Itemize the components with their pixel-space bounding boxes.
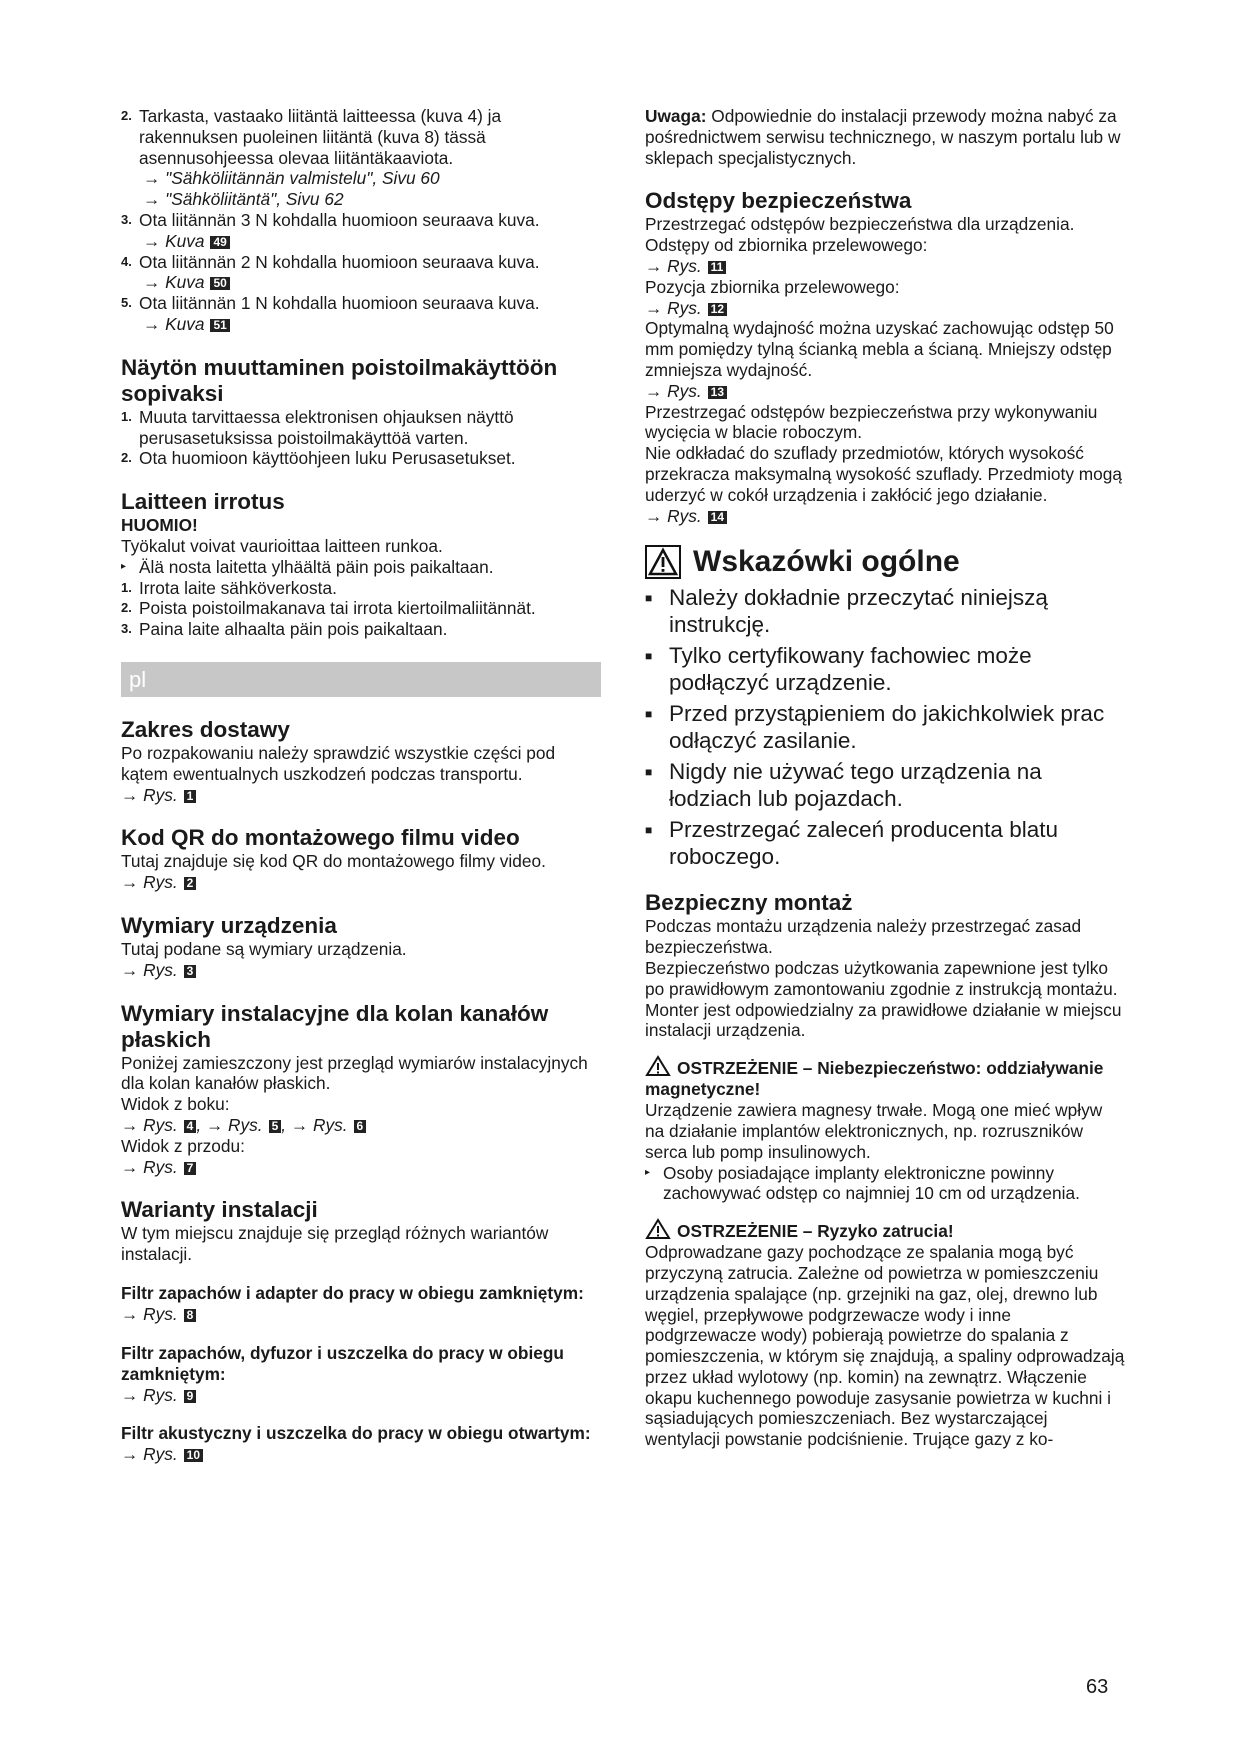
list-item: ■ Tylko certyfikowany fachowiec może podłączyć urządzenie. — [645, 643, 1032, 696]
heading-instalacyjne: Wymiary instalacyjne dla kolan kanałów płaskich — [121, 1000, 549, 1052]
notice-bullet: ▸ Älä nosta laitetta ylhäältä päin pois paikaltaan. — [121, 556, 494, 577]
figure-number: 6 — [354, 1120, 367, 1133]
ref-link[interactable]: → "Sähköliitännän valmistelu", Sivu 60 — [143, 168, 440, 189]
figure-ref: → Rys. 1 — [121, 785, 601, 806]
figure-ref: → Rys. 8 — [121, 1304, 601, 1325]
subheading-filtr-3: Filtr akustyczny i uszczelka do pracy w obiegu otwartym: — [121, 1423, 591, 1444]
figure-number: 9 — [184, 1390, 197, 1403]
step-2: 2. Tarkasta, vastaako liitäntä laitteessa (kuva 4) ja rakennuksen puoleinen liitäntä (kuva 8) tässä asennusohjeessa olevaa liitäntäkaaviota. — [121, 106, 502, 168]
figure-ref: → Rys. 13 — [645, 381, 1125, 402]
figure-ref: → Rys. 10 — [121, 1444, 601, 1465]
notice-text: Työkalut voivat vaurioittaa laitteen runkoa. — [121, 535, 443, 556]
figure-number: 4 — [184, 1120, 197, 1133]
figure-ref: → Rys. 7 — [121, 1157, 601, 1178]
warning-bullet: ▸ Osoby posiadające implanty elektroniczne powinny zachowywać odstęp co najmniej 10 cm od urządzenia. — [645, 1162, 1080, 1204]
paragraph: Bezpieczeństwo podczas użytkowania zapewnione jest tylko po prawidłowym zamontowaniu zgodnie z instrukcją montażu. Monter jest odpowiedzialny za prawidłowe działanie w miejscu instalacji urządzenia. — [645, 957, 1122, 1041]
subheading-filtr-2: Filtr zapachów, dyfuzor i uszczelka do pracy w obiegu zamkniętym: — [121, 1342, 564, 1384]
square-bullet-icon: ■ — [645, 649, 653, 664]
figure-ref: → Rys. 3 — [121, 960, 601, 981]
notice-label: HUOMIO! — [121, 515, 198, 536]
triangle-bullet-icon: ▸ — [645, 1166, 651, 1178]
figure-ref: → Rys. 14 — [645, 506, 1125, 527]
step: 3. Paina laite alhaalta päin pois paikaltaan. — [121, 619, 448, 640]
figure-ref: → Rys. 9 — [121, 1385, 601, 1406]
warning-magnetic: OSTRZEŻENIE – Niebezpieczeństwo: oddziaływanie magnetyczne! — [645, 1055, 1125, 1100]
square-bullet-icon: ■ — [645, 591, 653, 606]
page-number: 63 — [1086, 1676, 1109, 1698]
figure-number: 51 — [210, 319, 229, 332]
heading-wymiary: Wymiary urządzenia — [121, 912, 337, 938]
list-item: ■ Należy dokładnie przeczytać niniejszą instrukcję. — [645, 585, 1048, 638]
triangle-bullet-icon: ▸ — [121, 560, 127, 572]
step: 1. Muuta tarvittaessa elektronisen ohjauksen näyttö perusasetuksissa poistoilmakäyttöä varten. — [121, 406, 514, 448]
figure-number: 3 — [184, 965, 197, 978]
paragraph: Podczas montażu urządzenia należy przestrzegać zasad bezpieczeństwa. — [645, 916, 1082, 958]
paragraph: W tym miejscu znajduje się przegląd różnych wariantów instalacji. — [121, 1223, 549, 1265]
paragraph: Odstępy od zbiornika przelewowego: — [645, 235, 928, 256]
figure-ref: → Kuva 51 — [121, 314, 601, 335]
general-tips-list — [645, 584, 1125, 870]
figure-number: 10 — [184, 1449, 203, 1462]
figure-number: 13 — [708, 386, 727, 399]
paragraph: Przestrzegać odstępów bezpieczeństwa przy wykonywaniu wycięcia w blacie roboczym. — [645, 401, 1098, 443]
warning-triangle-icon — [645, 1055, 671, 1077]
figure-ref: → Kuva 49 — [121, 231, 601, 252]
figure-number: 2 — [184, 877, 197, 890]
note: Uwaga: Odpowiednie do instalacji przewody można nabyć za pośrednictwem serwisu technicznego, w naszym portalu lub w sklepach specjalistycznych. — [645, 106, 1121, 168]
figure-number: 50 — [210, 277, 229, 290]
heading-naytto: Näytön muuttaminen poistoilmakäyttöön sopivaksi — [121, 354, 558, 406]
square-bullet-icon: ■ — [645, 765, 653, 780]
figure-ref: → Rys. 4 , → Rys. 5 , → Rys. 6 — [121, 1115, 601, 1136]
list-item: ■ Nigdy nie używać tego urządzenia na łodziach lub pojazdach. — [645, 759, 1042, 812]
step-5: 5. Ota liitännän 1 N kohdalla huomioon seuraava kuva. — [121, 293, 540, 314]
figure-ref: → Rys. 12 — [645, 298, 1125, 319]
view-label: Widok z przodu: — [121, 1135, 245, 1156]
heading-zakres: Zakres dostawy — [121, 716, 290, 742]
paragraph: Urządzenie zawiera magnesy trwałe. Mogą one mieć wpływ na działanie implantów elektronicznych, np. rozruszników serca lub pomp insulinowych. — [645, 1100, 1103, 1162]
paragraph: Tutaj znajduje się kod QR do montażowego filmy video. — [121, 851, 546, 872]
figure-number: 14 — [708, 511, 727, 524]
step: 2. Poista poistoilmakanava tai irrota kiertoilmaliitännät. — [121, 598, 536, 619]
paragraph: Odprowadzane gazy pochodzące ze spalania mogą być przyczyną zatrucia. Zależne od powietrza w pomieszczeniu urządzenia spalające (np. grzejniki na gaz, olej, drewno lub węgiel, przepływowe podgrzewacze wody i inne podgrzewacze wody) pobierają powietrze do spalania z pomieszczenia, w którym się znajdują, a spaliny odprowadzają przez układ wylotowy (np. komin) na zewnątrz. Włączenie okapu kuchennego powoduje zasysanie powietrza w kuchni i sąsiadujących pomieszczeniach. Bez wystarczającej wentylacji powstanie podciśnienie. Trujące gazy z ko- — [645, 1242, 1125, 1450]
heading-odstepy: Odstępy bezpieczeństwa — [645, 188, 912, 214]
heading-warianty: Warianty instalacji — [121, 1197, 318, 1223]
figure-ref: → Rys. 11 — [645, 256, 1125, 277]
figure-ref: → Rys. 2 — [121, 872, 601, 893]
figure-number: 7 — [184, 1162, 197, 1175]
figure-number: 49 — [210, 236, 229, 249]
heading-wskazowki: Wskazówki ogólne — [645, 544, 1125, 580]
warning-triangle-icon — [645, 1218, 671, 1240]
paragraph: Tutaj podane są wymiary urządzenia. — [121, 938, 407, 959]
step-4: 4. Ota liitännän 2 N kohdalla huomioon seuraava kuva. — [121, 251, 540, 272]
figure-number: 12 — [708, 303, 727, 316]
figure-number: 11 — [708, 261, 727, 274]
paragraph: Po rozpakowaniu należy sprawdzić wszystkie części pod kątem ewentualnych uszkodzeń podczas transportu. — [121, 742, 556, 784]
heading-qr: Kod QR do montażowego filmu video — [121, 825, 520, 851]
list-item: ■ Przed przystąpieniem do jakichkolwiek prac odłączyć zasilanie. — [645, 701, 1105, 754]
left-column — [121, 106, 601, 1465]
paragraph: Optymalną wydajność można uzyskać zachowując odstęp 50 mm pomiędzy tylną ścianką mebla a ścianą. Mniejszy odstęp zmniejsza wydajność. — [645, 318, 1114, 380]
warning-poisoning: OSTRZEŻENIE – Ryzyko zatrucia! — [645, 1218, 1125, 1242]
step: 1. Irrota laite sähköverkosta. — [121, 577, 337, 598]
figure-ref: → Kuva 50 — [121, 272, 601, 293]
view-label: Widok z boku: — [121, 1094, 230, 1115]
step: 2. Ota huomioon käyttöohjeen luku Perusasetukset. — [121, 448, 516, 469]
language-bar: pl — [121, 662, 601, 697]
warning-icon — [645, 545, 681, 579]
heading-bezpieczny-montaz: Bezpieczny montaż — [645, 890, 853, 916]
figure-number: 1 — [184, 790, 197, 803]
square-bullet-icon: ■ — [645, 707, 653, 722]
square-bullet-icon: ■ — [645, 823, 653, 838]
figure-number: 8 — [184, 1309, 197, 1322]
ref-link[interactable]: → "Sähköliitäntä", Sivu 62 — [143, 189, 344, 210]
step-3: 3. Ota liitännän 3 N kohdalla huomioon seuraava kuva. — [121, 209, 540, 230]
paragraph: Nie odkładać do szuflady przedmiotów, których wysokość przekracza maksymalną wysokość szuflady. Przedmioty mogą uderzyć w cokół urządzenia i zakłócić jego działanie. — [645, 443, 1122, 505]
paragraph: Pozycja zbiornika przelewowego: — [645, 276, 900, 297]
subheading-filtr-1: Filtr zapachów i adapter do pracy w obiegu zamkniętym: — [121, 1282, 584, 1303]
figure-number: 5 — [269, 1120, 282, 1133]
paragraph: Poniżej zamieszczony jest przegląd wymiarów instalacyjnych dla kolan kanałów płaskich. — [121, 1052, 588, 1094]
paragraph: Przestrzegać odstępów bezpieczeństwa dla urządzenia. — [645, 214, 1075, 235]
heading-irrotus: Laitteen irrotus — [121, 489, 285, 515]
right-column — [645, 106, 1125, 1450]
list-item: ■ Przestrzegać zaleceń producenta blatu roboczego. — [645, 817, 1058, 870]
